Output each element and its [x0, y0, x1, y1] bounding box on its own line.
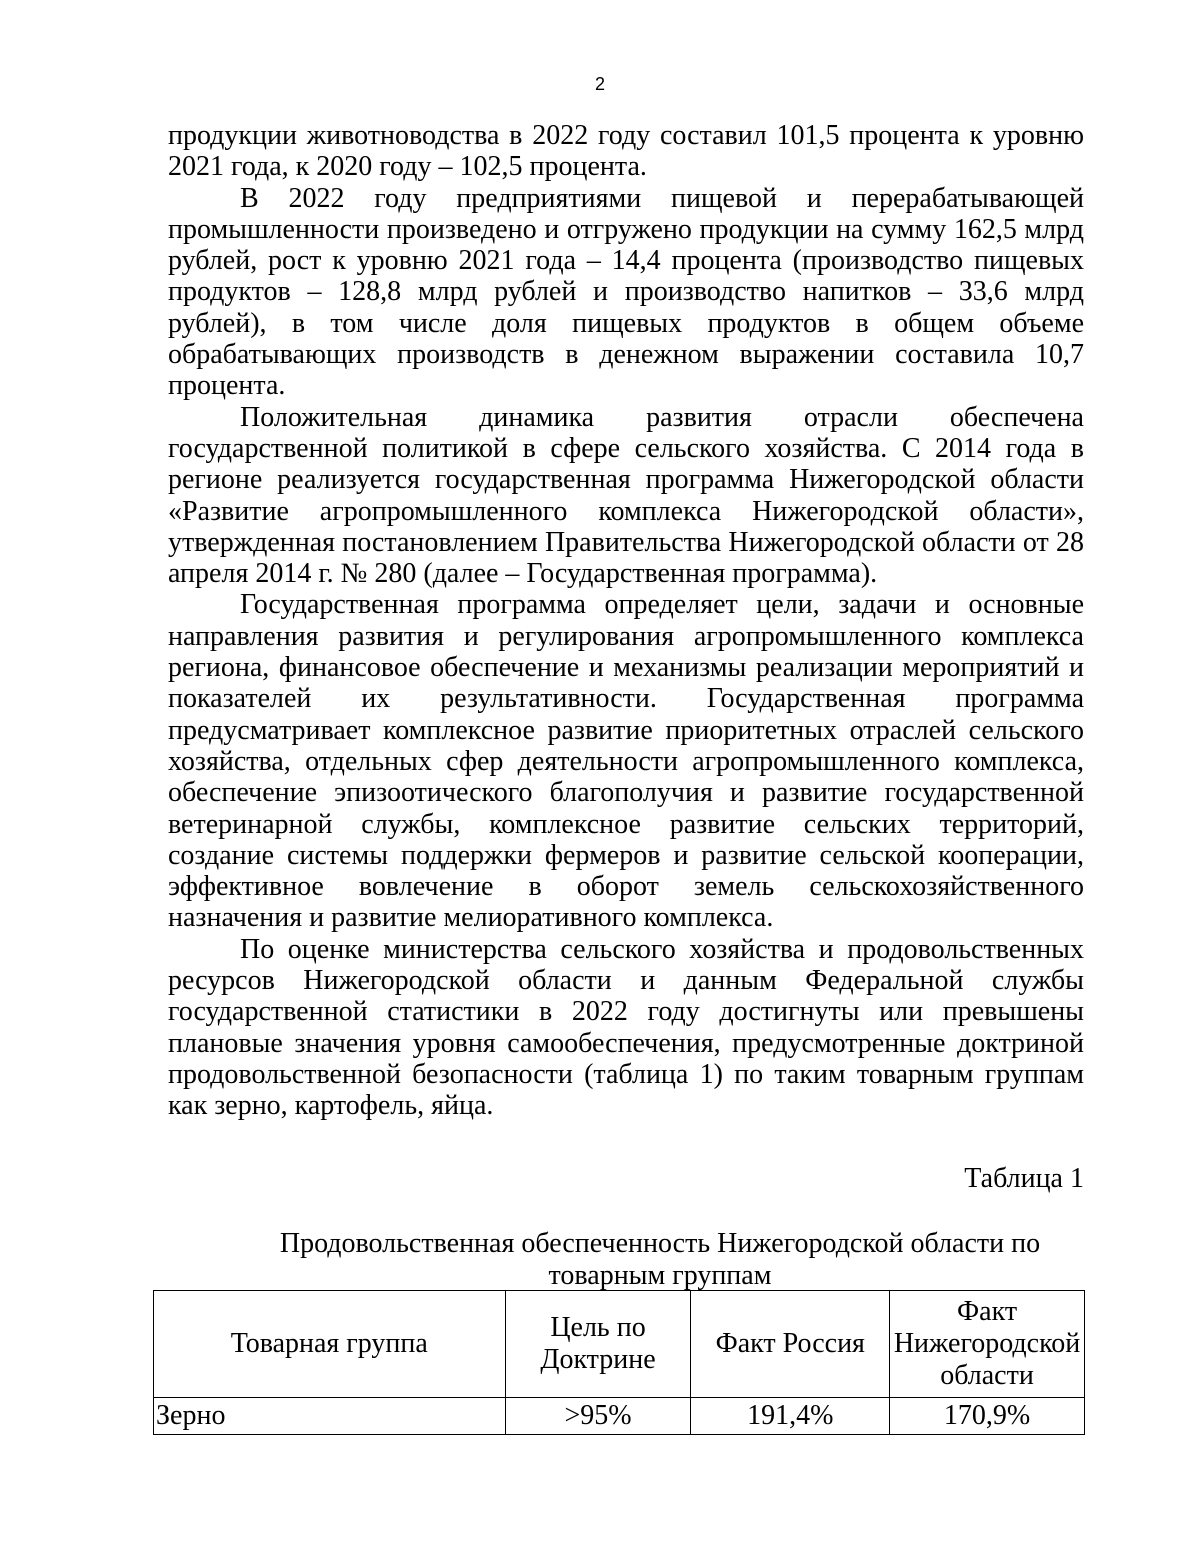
table-header-row [154, 1291, 1085, 1398]
table-label: Таблица 1 [964, 1163, 1084, 1194]
header-doctrine-target: Цель по Доктрине [505, 1291, 691, 1398]
paragraph: продукции животноводства в 2022 году составил 101,5 процента к уровню 2021 года, к 2020 году – 102,5 процента. [168, 120, 1084, 183]
table-caption: Продовольственная обеспеченность Нижегородской области по товарным группам [279, 1228, 1041, 1291]
page-number: 2 [594, 74, 605, 94]
paragraph: Государственная программа определяет цели, задачи и основные направления развития и регулирования агропромышленного комплекса региона, финансовое обеспечение и механизмы реализации мероприятий и показателей их результативности. Государственная программа предусматривает комплексное развитие приоритетных отраслей сельского хозяйства, отдельных сфер деятельности агропромышленного комплекса, обеспечение эпизоотического благополучия и развитие государственной ветеринарной службы, комплексное развитие сельских территорий, создание системы поддержки фермеров и развитие сельской кооперации, эффективное вовлечение в оборот земель сельскохозяйственного назначения и развитие мелиоративного комплекса. [168, 589, 1084, 934]
cell-product-group: Зерно [154, 1398, 506, 1435]
paragraph: Положительная динамика развития отрасли обеспечена государственной политикой в сфере сельского хозяйства. С 2014 года в регионе реализуется государственная программа Нижегородской области «Развитие агропромышленного комплекса Нижегородской области», утвержденная постановлением Правительства Нижегородской области от 28 апреля 2014 г. № 280 (далее – Государственная программа). [168, 401, 1084, 590]
cell-region-fact: 170,9% [890, 1398, 1085, 1435]
header-product-group: Товарная группа [154, 1291, 506, 1398]
paragraph: В 2022 году предприятиями пищевой и перерабатывающей промышленности произведено и отгружено продукции на сумму 162,5 млрд рублей, рост к уровню 2021 года – 14,4 процента (производство пищевых продуктов – 128,8 млрд рублей и производство напитков – 33,6 млрд рублей), в том числе доля пищевых продуктов в общем объеме обрабатывающих производств в денежном выражении составила 10,7 процента. [168, 182, 1084, 402]
table-row [154, 1398, 1085, 1435]
header-region-fact: Факт Нижегородской области [890, 1291, 1085, 1398]
food-security-table [153, 1290, 1085, 1435]
paragraph: По оценке министерства сельского хозяйства и продовольственных ресурсов Нижегородской области и данным Федеральной службы государственной статистики в 2022 году достигнуты или превышены плановые значения уровня самообеспечения, предусмотренные доктриной продовольственной безопасности (таблица 1) по таким товарным группам как зерно, картофель, яйца. [168, 933, 1084, 1122]
header-russia-fact: Факт Россия [691, 1291, 890, 1398]
document-body [168, 120, 1084, 1122]
cell-russia-fact: 191,4% [691, 1398, 890, 1435]
cell-doctrine-target: >95% [505, 1398, 691, 1435]
